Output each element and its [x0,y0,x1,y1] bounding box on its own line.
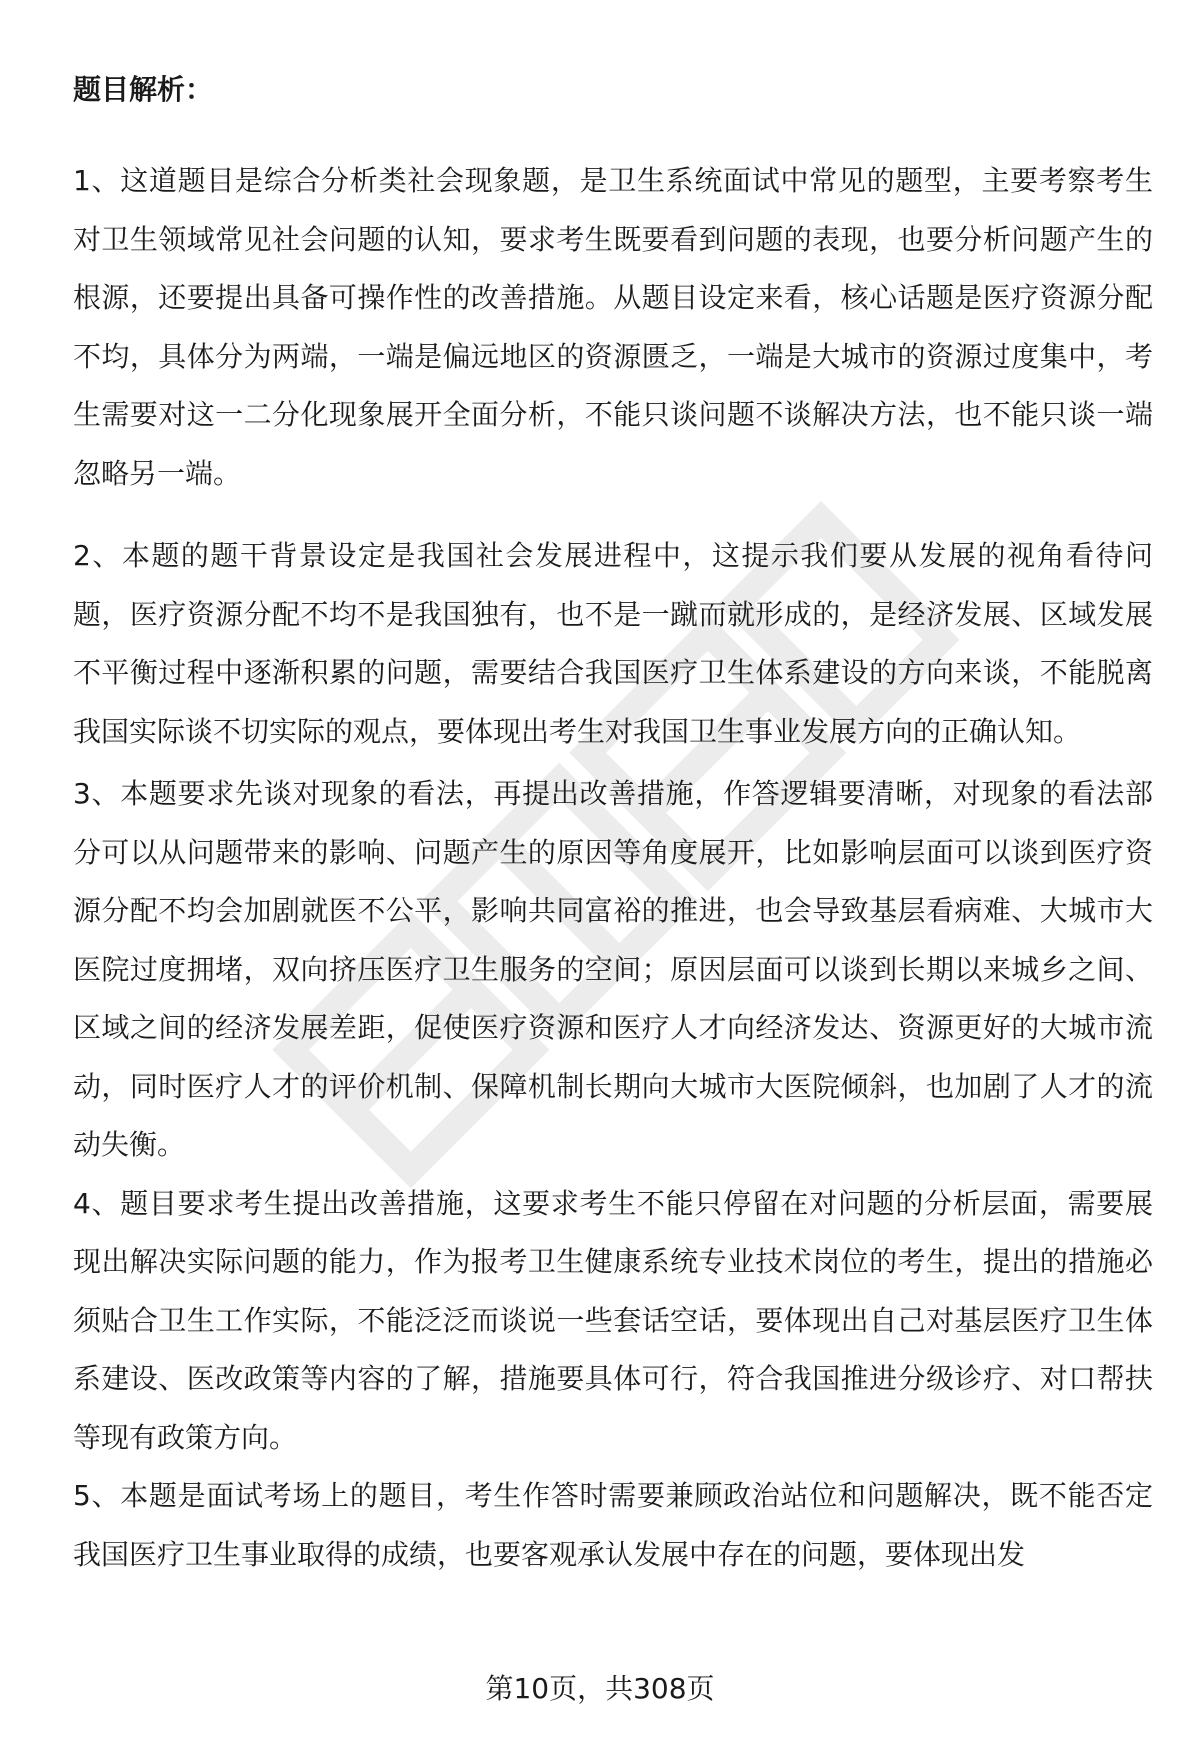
document-body [73,64,1153,1584]
paragraph-5: 5、本题是面试考场上的题目，考生作答时需要兼顾政治站位和问题解决，既不能否定我国医疗卫生事业取得的成绩，也要客观承认发展中存在的问题，要体现出发 [73,1479,1153,1571]
paragraph-4: 4、题目要求考生提出改善措施，这要求考生不能只停留在对问题的分析层面，需要展现出解决实际问题的能力，作为报考卫生健康系统专业技术岗位的考生，提出的措施必须贴合卫生工作实际，不能泛泛而谈说一些套话空话，要体现出自己对基层医疗卫生体系建设、医改政策等内容的了解，措施要具体可行，符合我国推进分级诊疗、对口帮扶等现有政策方向。 [73,1186,1153,1454]
paragraph-2: 2、本题的题干背景设定是我国社会发展进程中，这提示我们要从发展的视角看待问题，医疗资源分配不均不是我国独有，也不是一蹴而就形成的，是经济发展、区域发展不平衡过程中逐渐积累的问题，需要结合我国医疗卫生体系建设的方向来谈，不能脱离我国实际谈不切实际的观点，要体现出考生对我国卫生事业发展方向的正确认知。 [73,539,1153,748]
section-heading: 题目解析： [73,73,214,106]
page-number: 第10页，共308页 [485,1672,715,1705]
paragraph-1: 1、这道题目是综合分析类社会现象题，是卫生系统面试中常见的题型，主要考察考生对卫生领域常见社会问题的认知，要求考生既要看到问题的表现，也要分析问题产生的根源，还要提出具备可操作性的改善措施。从题目设定来看，核心话题是医疗资源分配不均，具体分为两端，一端是偏远地区的资源匮乏，一端是大城市的资源过度集中，考生需要对这一二分化现象展开全面分析，不能只谈问题不谈解决方法，也不能只谈一端忽略另一端。 [73,164,1153,490]
paragraph-3: 3、本题要求先谈对现象的看法，再提出改善措施，作答逻辑要清晰，对现象的看法部分可以从问题带来的影响、问题产生的原因等角度展开，比如影响层面可以谈到医疗资源分配不均会加剧就医不公平，影响共同富裕的推进，也会导致基层看病难、大城市大医院过度拥堵，双向挤压医疗卫生服务的空间；原因层面可以谈到长期以来城乡之间、区域之间的经济发展差距，促使医疗资源和医疗人才向经济发达、资源更好的大城市流动，同时医疗人才的评价机制、保障机制长期向大城市大医院倾斜，也加剧了人才的流动失衡。 [73,777,1153,1161]
